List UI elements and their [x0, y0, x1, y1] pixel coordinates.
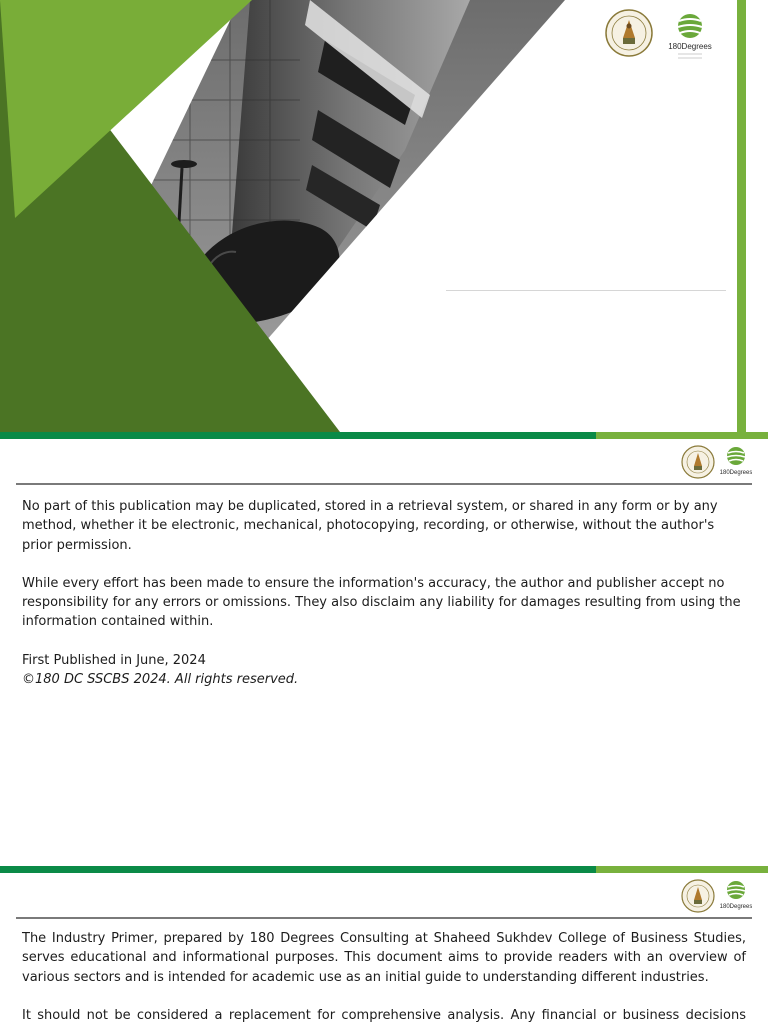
cover-logos	[604, 8, 714, 64]
university-of-delhi-seal-icon	[606, 10, 652, 56]
primer-caution-paragraph: It should not be considered a replacement for comprehensive analysis. Any financial or business decisions	[22, 1007, 746, 1023]
header-logos	[680, 877, 752, 915]
university-of-delhi-seal-icon	[682, 446, 714, 478]
page-separator-stripe	[0, 866, 768, 873]
svg-text:180Degrees: 180Degrees	[668, 42, 712, 51]
svg-text:180Degrees: 180Degrees	[719, 470, 752, 476]
header-rule	[16, 483, 752, 485]
header-rule	[16, 917, 752, 919]
header-logos	[680, 443, 752, 481]
copyright-text	[22, 497, 746, 689]
cover-side-bar	[737, 0, 746, 432]
copyright-notice: ©180 DC SSCBS 2024. All rights reserved.	[22, 672, 299, 688]
svg-text:180Degrees: 180Degrees	[719, 904, 752, 910]
180-degrees-logo-icon	[720, 447, 752, 476]
cover-page	[0, 0, 768, 432]
cover-artwork	[0, 0, 768, 432]
rights-paragraph: No part of this publication may be duplicated, stored in a retrieval system, or shared in any form or by any method, whether it be electronic, mechanical, photocopying, recording, or otherwise, without the author's prior permission.	[22, 499, 718, 553]
page-separator-stripe	[0, 432, 768, 439]
disclaimer-paragraph: While every effort has been made to ensure the information's accuracy, the author and publisher accept no responsibility for any errors or omissions. They also disclaim any liability for damages resulting from using the information contained within.	[22, 575, 741, 630]
disclaimer-page	[0, 873, 768, 1024]
copyright-page	[0, 439, 768, 866]
page-header	[0, 439, 768, 485]
cover-title-rule	[446, 290, 726, 291]
180-degrees-logo-icon	[668, 14, 712, 58]
primer-disclaimer-text	[22, 929, 746, 1024]
180-degrees-logo-icon	[720, 881, 752, 910]
university-of-delhi-seal-icon	[682, 880, 714, 912]
published-date: First Published in June, 2024	[22, 652, 206, 668]
primer-intro-paragraph: The Industry Primer, prepared by 180 Degrees Consulting at Shaheed Sukhdev College of Business Studies, serves educational and informational purposes. This document aims to provide readers with an overview of various sectors and is intended for academic use as an initial guide to understanding different industries.	[22, 931, 746, 985]
page-header	[0, 873, 768, 919]
